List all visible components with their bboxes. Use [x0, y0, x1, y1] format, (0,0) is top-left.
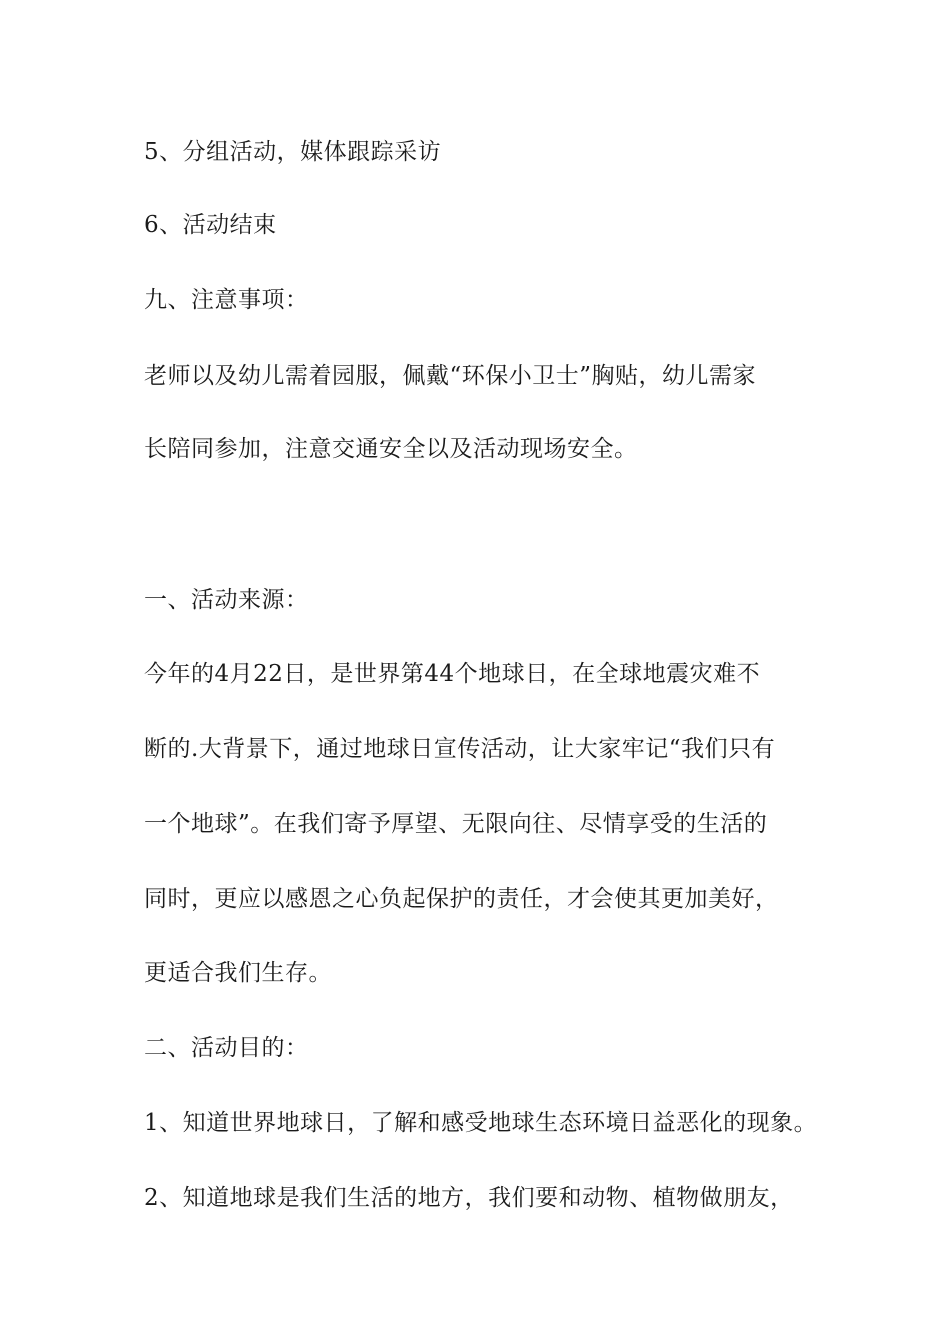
- paragraph-line: 同时，更应以感恩之心负起保护的责任，才会使其更加美好，: [144, 886, 779, 912]
- section-heading-notes: 九、注意事项：: [144, 287, 309, 313]
- list-item-step-6: 6、活动结束: [144, 212, 277, 238]
- section-heading-source: 一、活动来源：: [144, 587, 309, 613]
- paragraph-line: 老师以及幼儿需着园服，佩戴“环保小卫士”胸贴，幼儿需家: [144, 363, 757, 389]
- paragraph-line: 一个地球”。在我们寄予厚望、无限向往、尽情享受的生活的: [144, 811, 768, 837]
- section-heading-goals: 二、活动目的：: [144, 1035, 309, 1061]
- paragraph-line: 更适合我们生存。: [144, 960, 332, 986]
- paragraph-line: 断的.大背景下，通过地球日宣传活动，让大家牢记“我们只有: [144, 736, 776, 762]
- list-item-goal-2: 2、知道地球是我们生活的地方，我们要和动物、植物做朋友，: [144, 1185, 794, 1211]
- list-item-goal-1: 1、知道世界地球日，了解和感受地球生态环境日益恶化的现象。: [144, 1110, 818, 1136]
- paragraph-line: 长陪同参加，注意交通安全以及活动现场安全。: [144, 436, 638, 462]
- paragraph-line: 今年的4月22日，是世界第44个地球日，在全球地震灾难不: [144, 661, 761, 687]
- list-item-step-5: 5、分组活动，媒体跟踪采访: [144, 139, 442, 165]
